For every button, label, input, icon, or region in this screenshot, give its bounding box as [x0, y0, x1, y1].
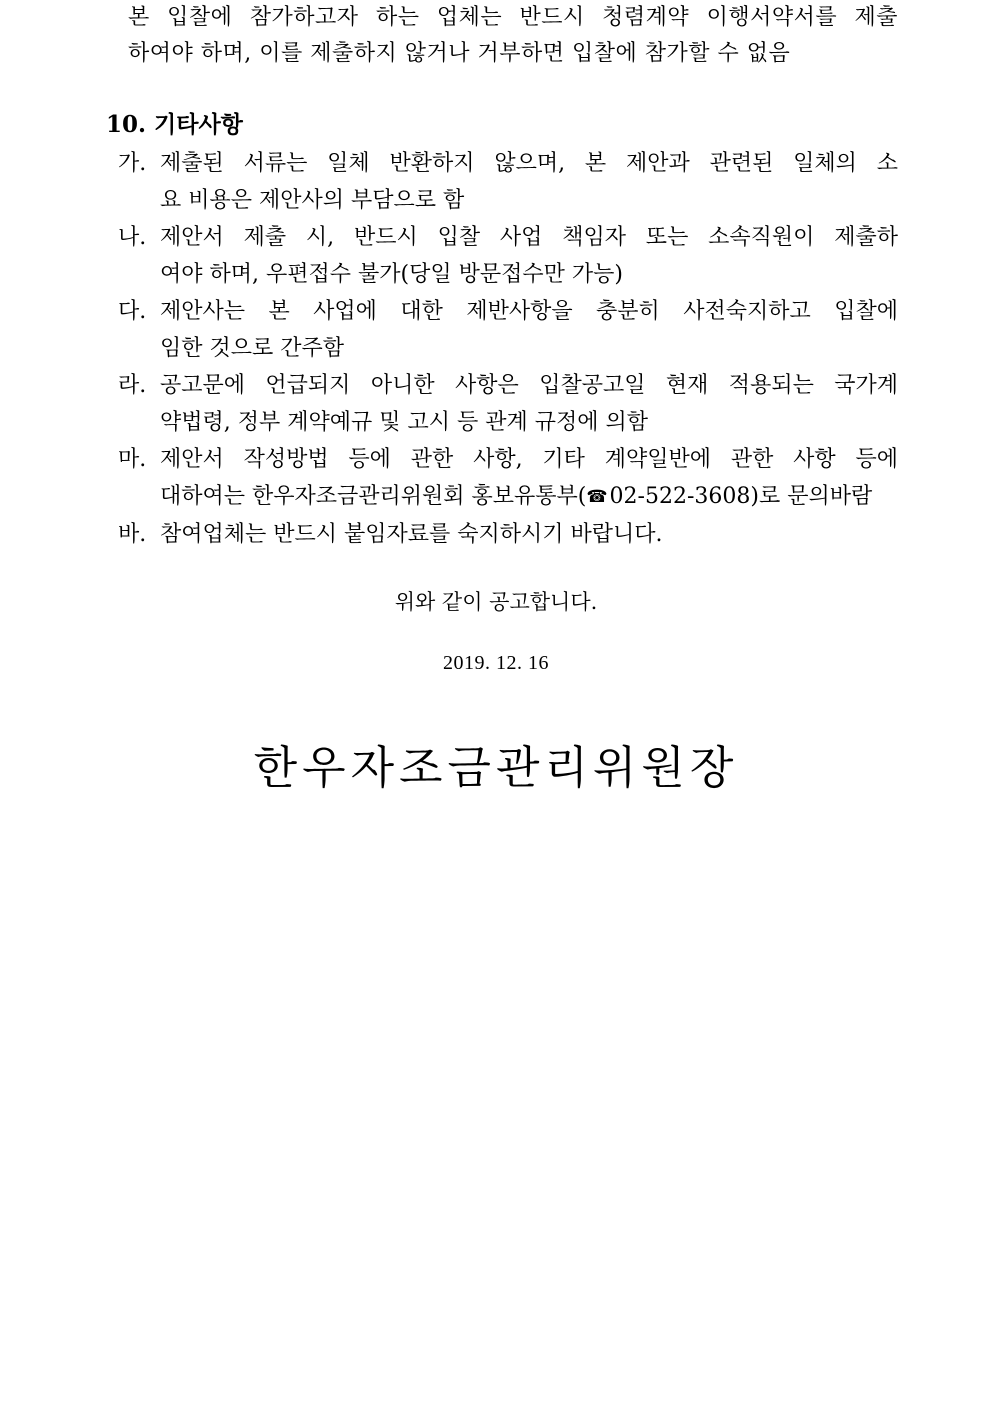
- item-line: 임한 것으로 간주함: [160, 336, 345, 361]
- item-line: 여야 하며, 우편접수 불가(당일 방문접수만 가능): [160, 262, 623, 287]
- list-item: [118, 516, 898, 553]
- item-marker: 다.: [118, 299, 147, 324]
- contact-prefix: 대하여는 한우자조금관리위원회 홍보유통부(: [160, 484, 587, 509]
- item-line: 공고문에 언급되지 아니한 사항은 입찰공고일 현재 적용되는 국가계: [160, 373, 898, 398]
- list-item: [118, 441, 898, 516]
- item-line: 요 비용은 제안사의 부담으로 함: [160, 188, 465, 213]
- section-heading: [106, 107, 243, 143]
- item-marker: 가.: [118, 151, 147, 176]
- item-line: 제안사는 본 사업에 대한 제반사항을 충분히 사전숙지하고 입찰에: [160, 299, 898, 324]
- item-marker: 마.: [118, 447, 147, 472]
- item-marker: 나.: [118, 225, 147, 250]
- list-item: [118, 219, 898, 293]
- item-text: [160, 145, 898, 219]
- announcement-date: 2019. 12. 16: [443, 652, 549, 674]
- item-line: 참여업체는 반드시 붙임자료를 숙지하시기 바랍니다.: [160, 522, 663, 547]
- misc-items-list: [118, 145, 898, 553]
- contact-phone: 02-522-3608: [609, 484, 751, 509]
- intro-line: 하여야 하며, 이를 제출하지 않거나 거부하면 입찰에 참가할 수 없음: [128, 41, 791, 66]
- item-text: [160, 293, 898, 367]
- section-number: 10.: [106, 111, 147, 138]
- item-line: 제안서 작성방법 등에 관한 사항, 기타 계약일반에 관한 사항 등에: [160, 447, 898, 472]
- item-marker: 바.: [118, 522, 147, 547]
- telephone-icon: ☎: [586, 487, 608, 507]
- issuer-signature: 한우자조금관리위원장: [253, 741, 739, 794]
- contact-suffix: )로 문의바람: [750, 484, 873, 509]
- list-item: [118, 145, 898, 219]
- list-item: [118, 293, 898, 367]
- intro-paragraph: [128, 0, 898, 72]
- intro-line: 본 입찰에 참가하고자 하는 업체는 반드시 청렴계약 이행서약서를 제출: [128, 5, 898, 30]
- list-item: [118, 367, 898, 441]
- item-line: 제안서 제출 시, 반드시 입찰 사업 책임자 또는 소속직원이 제출하: [160, 225, 898, 250]
- contact-line: [160, 478, 898, 516]
- item-text: [160, 441, 898, 516]
- item-line: 약법령, 정부 계약예규 및 고시 등 관계 규정에 의함: [160, 410, 648, 435]
- item-line: 제출된 서류는 일체 반환하지 않으며, 본 제안과 관련된 일체의 소: [160, 151, 898, 176]
- item-text: [160, 219, 898, 293]
- section-title: 기타사항: [154, 111, 243, 138]
- closing-statement: 위와 같이 공고합니다.: [394, 590, 598, 614]
- item-marker: 라.: [118, 373, 147, 398]
- item-text: [160, 516, 898, 553]
- item-text: [160, 367, 898, 441]
